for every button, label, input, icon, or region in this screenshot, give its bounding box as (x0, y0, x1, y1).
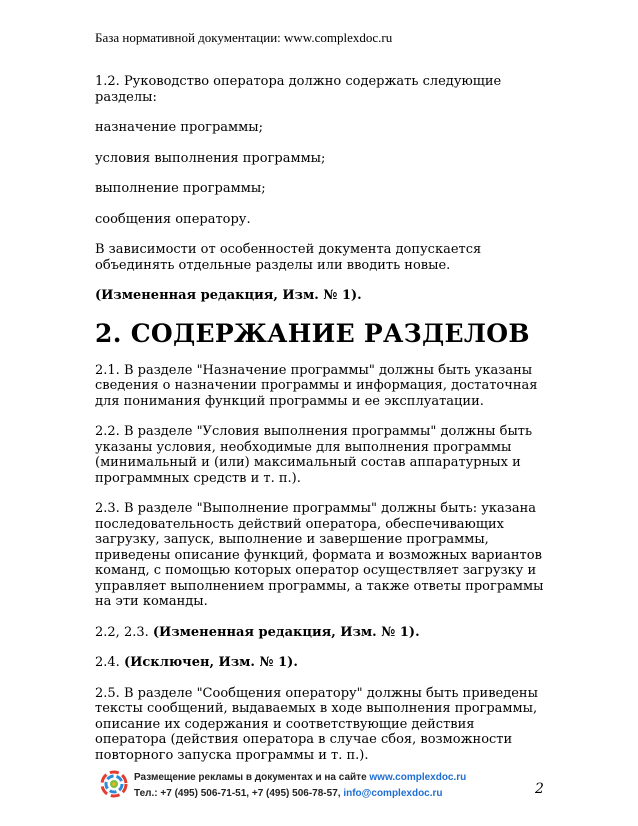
note-prefix: 2.4. (95, 655, 124, 670)
site-link[interactable]: www.complexdoc.ru (369, 772, 467, 783)
paragraph-2-1: 2.1. В разделе "Назначение программы" должны быть указаны сведения о назначении программы и информация, достаточная для понимания функций программы и ее эксплуатации. (95, 362, 538, 409)
circular-logo-icon (100, 770, 128, 798)
amendment-note (95, 288, 545, 304)
list-item: выполнение программы; (95, 181, 266, 196)
phone-text: Тел.: +7 (495) 506-71-51, +7 (495) 506-78-57, (134, 788, 344, 799)
paragraph-2-4 (95, 655, 545, 671)
email-link[interactable]: info@complexdoc.ru (343, 788, 443, 799)
paragraph-2-2: 2.2. В разделе "Условия выполнения программы" должны быть указаны условия, необходимые для выполнения программы (минимальный и (или) максимальный состав аппаратурных и программных средств и т. п.). (95, 424, 533, 486)
page-header: База нормативной документации: www.complexdoc.ru (95, 30, 393, 45)
paragraph-2-5: 2.5. В разделе "Сообщения оператору" должны быть приведены тексты сообщений, выдаваемых в ходе выполнения программы, описание их содержания и соответствующие действия оператора (действия оператора в случае сбоя, возможности повторного запуска программы и т. п.). (95, 685, 538, 763)
paragraph-1-2: 1.2. Руководство оператора должно содержать следующие разделы: (95, 74, 502, 105)
note-bold: (Измененная редакция, Изм. № 1). (152, 624, 420, 640)
ad-line-1 (134, 772, 466, 784)
ad-footer (100, 768, 560, 808)
ad-text: Размещение рекламы в документах и на сайте (134, 772, 370, 783)
list-item: сообщения оператору. (95, 211, 251, 227)
ad-line-2 (134, 788, 443, 800)
paragraph-2-3: 2.3. В разделе "Выполнение программы" должны быть: указана последовательность действий оператора, обеспечивающих загрузку, запуск, выполнение и завершение программы, приведены описание функций, формата и возможных вариантов команд, с помощью которых оператор осуществляет загрузку и управляет выполнением программы, а также ответы программы на эти команды. (95, 501, 544, 609)
note-prefix: 2.2, 2.3. (95, 624, 153, 640)
note-bold: (Исключен, Изм. № 1). (123, 655, 298, 670)
section-title: 2. СОДЕРЖАНИЕ РАЗДЕЛОВ (95, 318, 530, 348)
list-item: назначение программы; (95, 120, 264, 135)
paragraph-2-2-2-3-note (95, 625, 545, 641)
document-body (95, 74, 545, 778)
amendment-note-text: (Измененная редакция, Изм. № 1). (95, 288, 362, 303)
list-item: условия выполнения программы; (95, 150, 326, 166)
page-number: 2 (535, 781, 544, 797)
paragraph-merge-sections: В зависимости от особенностей документа допускается объединять отдельные разделы или вводить новые. (95, 242, 482, 273)
